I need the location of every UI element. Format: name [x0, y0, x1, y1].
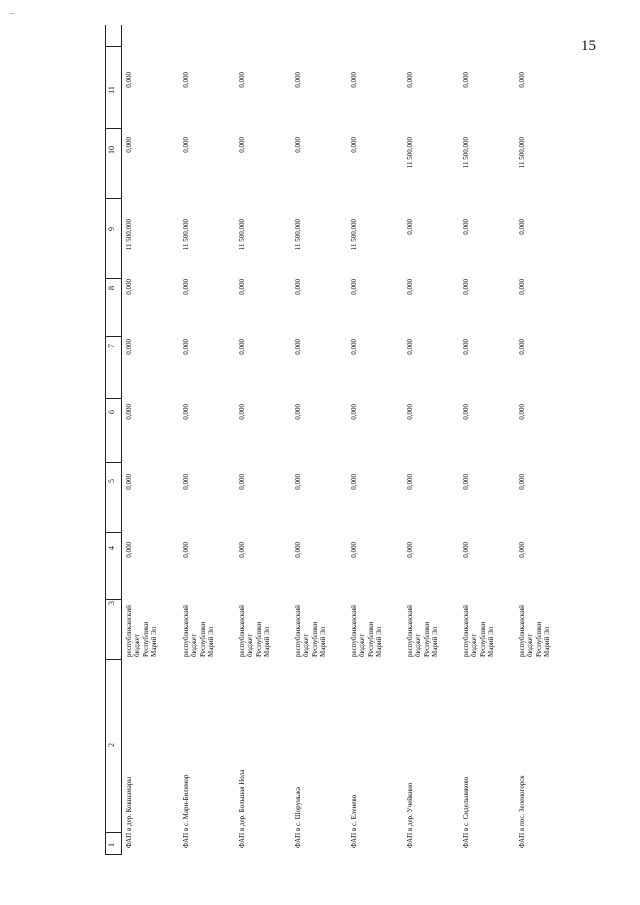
value-col-5: 0,000: [406, 474, 414, 490]
funding-source-line: Марий Эл: [430, 626, 439, 657]
value-col-5: 0,000: [125, 474, 133, 490]
value-col-4: 0,000: [182, 542, 190, 558]
column-number-6: 6: [107, 410, 116, 414]
value-col-8: 0,000: [125, 279, 133, 295]
corner-mark: –: [10, 8, 15, 18]
value-col-4: 0,000: [462, 542, 470, 558]
header-column-separator: [105, 832, 121, 833]
value-col-10: 0,000: [294, 137, 302, 153]
column-number-7: 7: [107, 344, 116, 348]
table-row: [182, 25, 222, 855]
funding-source-line: Республики: [310, 621, 319, 657]
value-col-7: 0,000: [350, 339, 358, 355]
funding-source: [518, 605, 551, 657]
value-col-9: 0,000: [462, 219, 470, 235]
value-col-9: 11 500,000: [125, 219, 133, 251]
funding-source-line: республиканский: [238, 605, 246, 657]
column-number-11: 11: [107, 86, 116, 94]
header-bottom-rule: [121, 25, 122, 855]
value-col-7: 0,000: [462, 339, 470, 355]
header-column-separator: [105, 599, 121, 600]
value-col-10: 0,000: [238, 137, 246, 153]
column-number-9: 9: [107, 227, 116, 231]
page-number: 15: [581, 38, 596, 54]
value-col-11: 0,000: [518, 72, 526, 88]
value-col-7: 0,000: [406, 339, 414, 355]
value-col-4: 0,000: [406, 542, 414, 558]
header-top-rule: [105, 25, 106, 855]
value-col-4: 0,000: [518, 542, 526, 558]
funding-source-line: Марий Эл: [486, 626, 495, 657]
facility-name: ФАП в дер. Учейкино: [406, 782, 414, 848]
table-row: [518, 25, 558, 855]
facility-name: ФАП в дер. Большая Нола: [238, 769, 246, 848]
funding-source: [182, 605, 215, 657]
header-column-separator: [105, 854, 121, 855]
header-column-separator: [105, 532, 121, 533]
value-col-5: 0,000: [462, 474, 470, 490]
column-number-2: 2: [107, 743, 116, 747]
funding-source-line: Марий Эл: [206, 626, 215, 657]
value-col-4: 0,000: [294, 542, 302, 558]
value-col-10: 0,000: [125, 137, 133, 153]
value-col-6: 0,000: [125, 404, 133, 420]
funding-source-line: бюджет: [190, 634, 199, 657]
value-col-9: 0,000: [518, 219, 526, 235]
header-column-separator: [105, 336, 121, 337]
funding-source-line: бюджет: [470, 634, 479, 657]
value-col-5: 0,000: [182, 474, 190, 490]
value-col-11: 0,000: [350, 72, 358, 88]
column-number-10: 10: [107, 146, 116, 154]
funding-source: [350, 605, 383, 657]
funding-source-line: Республики: [198, 621, 207, 657]
funding-source: [238, 605, 271, 657]
funding-source-line: Марий Эл: [374, 626, 383, 657]
column-number-4: 4: [107, 546, 116, 550]
value-col-8: 0,000: [350, 279, 358, 295]
facility-name: ФАП в с. Еленево: [350, 794, 358, 848]
table-row: [294, 25, 334, 855]
funding-source-line: республиканский: [125, 605, 133, 657]
value-col-10: 11 500,000: [406, 137, 414, 169]
funding-source-line: бюджет: [414, 634, 423, 657]
value-col-11: 0,000: [182, 72, 190, 88]
value-col-6: 0,000: [294, 404, 302, 420]
value-col-6: 0,000: [462, 404, 470, 420]
funding-source: [294, 605, 327, 657]
column-number-5: 5: [107, 479, 116, 483]
funding-source-line: Республики: [422, 621, 431, 657]
value-col-8: 0,000: [406, 279, 414, 295]
funding-source-line: республиканский: [406, 605, 414, 657]
header-column-separator: [105, 198, 121, 199]
facility-name: ФАП в с. Шоруньжа: [294, 787, 302, 848]
table-row: [406, 25, 446, 855]
value-col-8: 0,000: [518, 279, 526, 295]
funding-source-line: Марий Эл: [542, 626, 551, 657]
value-col-8: 0,000: [182, 279, 190, 295]
value-col-11: 0,000: [406, 72, 414, 88]
column-number-1: 1: [107, 843, 116, 847]
funding-source-line: Республики: [141, 621, 150, 657]
value-col-7: 0,000: [238, 339, 246, 355]
funding-source-line: бюджет: [246, 634, 255, 657]
funding-source-line: бюджет: [133, 634, 142, 657]
value-col-11: 0,000: [238, 72, 246, 88]
value-col-6: 0,000: [350, 404, 358, 420]
value-col-6: 0,000: [406, 404, 414, 420]
funding-source-line: Марий Эл: [318, 626, 327, 657]
value-col-6: 0,000: [518, 404, 526, 420]
value-col-8: 0,000: [294, 279, 302, 295]
value-col-7: 0,000: [125, 339, 133, 355]
value-col-10: 0,000: [350, 137, 358, 153]
header-column-separator: [105, 462, 121, 463]
funding-source-line: бюджет: [302, 634, 311, 657]
funding-source-line: Республики: [478, 621, 487, 657]
column-number-8: 8: [107, 286, 116, 290]
header-column-separator: [105, 659, 121, 660]
header-column-separator: [105, 278, 121, 279]
value-col-5: 0,000: [238, 474, 246, 490]
funding-source: [406, 605, 439, 657]
value-col-11: 0,000: [125, 72, 133, 88]
header-column-separator: [105, 398, 121, 399]
value-col-7: 0,000: [294, 339, 302, 355]
value-col-7: 0,000: [182, 339, 190, 355]
value-col-10: 11 500,000: [518, 137, 526, 169]
value-col-10: 0,000: [182, 137, 190, 153]
header-column-separator: [105, 46, 121, 47]
value-col-9: 11 500,000: [238, 219, 246, 251]
facility-name: ФАП в пос. Зеленогорск: [518, 775, 526, 848]
value-col-11: 0,000: [462, 72, 470, 88]
table-row: [350, 25, 390, 855]
value-col-9: 11 500,000: [294, 219, 302, 251]
value-col-9: 11 500,000: [182, 219, 190, 251]
funding-source-line: бюджет: [358, 634, 367, 657]
value-col-9: 11 500,000: [350, 219, 358, 251]
funding-source: [462, 605, 495, 657]
value-col-8: 0,000: [462, 279, 470, 295]
funding-source-line: республиканский: [350, 605, 358, 657]
table-row: [238, 25, 278, 855]
funding-source-line: Республики: [254, 621, 263, 657]
funding-source-line: бюджет: [526, 634, 535, 657]
value-col-4: 0,000: [350, 542, 358, 558]
value-col-4: 0,000: [238, 542, 246, 558]
value-col-9: 0,000: [406, 219, 414, 235]
facility-name: ФАП в с. Мари-Билямор: [182, 774, 190, 848]
value-col-4: 0,000: [125, 542, 133, 558]
funding-source-line: Республики: [534, 621, 543, 657]
value-col-7: 0,000: [518, 339, 526, 355]
rotated-table: [105, 25, 551, 855]
funding-source-line: Марий Эл: [149, 626, 158, 657]
funding-source-line: республиканский: [182, 605, 190, 657]
header-column-separator: [105, 128, 121, 129]
table-row: [462, 25, 502, 855]
value-col-11: 0,000: [294, 72, 302, 88]
value-col-5: 0,000: [294, 474, 302, 490]
value-col-5: 0,000: [350, 474, 358, 490]
funding-source-line: республиканский: [462, 605, 470, 657]
value-col-10: 11 500,000: [462, 137, 470, 169]
value-col-5: 0,000: [518, 474, 526, 490]
funding-source-line: республиканский: [518, 605, 526, 657]
value-col-6: 0,000: [238, 404, 246, 420]
funding-source: [125, 605, 158, 657]
value-col-8: 0,000: [238, 279, 246, 295]
table-row: [125, 25, 165, 855]
funding-source-line: Республики: [366, 621, 375, 657]
facility-name: ФАП в дер. Кокшамары: [125, 776, 133, 848]
facility-name: ФАП в с. Сидельниково: [462, 776, 470, 848]
funding-source-line: Марий Эл: [262, 626, 271, 657]
column-number-3: 3: [107, 601, 116, 605]
value-col-6: 0,000: [182, 404, 190, 420]
funding-source-line: республиканский: [294, 605, 302, 657]
